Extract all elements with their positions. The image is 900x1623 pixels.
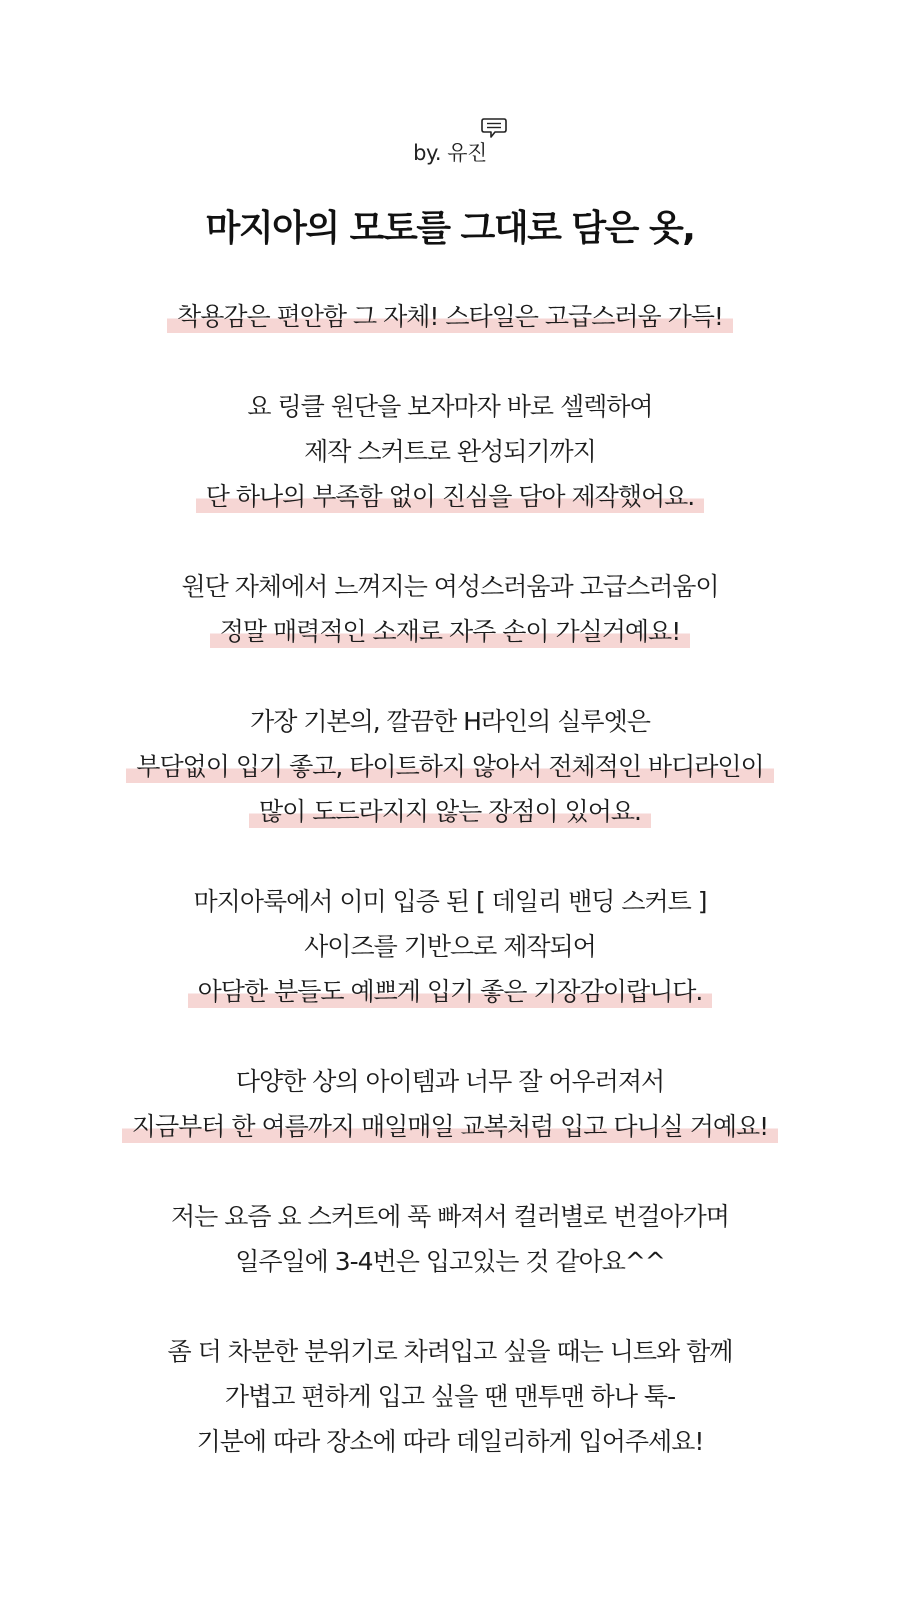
text: 가장 기본의, 깔끔한 H라인의 실루엣은 xyxy=(250,707,650,736)
text-line xyxy=(0,924,900,969)
text: 기분에 따라 장소에 따라 데일리하게 입어주세요! xyxy=(196,1427,704,1456)
author-credit-wrapper xyxy=(413,138,487,168)
text-line xyxy=(0,1329,900,1374)
text-line xyxy=(0,879,900,924)
text: 원단 자체에서 느껴지는 여성스러움과 고급스러움이 xyxy=(181,572,719,601)
headline: 마지아의 모토를 그대로 담은 옷, xyxy=(205,208,695,249)
body-text xyxy=(0,294,900,1464)
author-label: by. 유진 xyxy=(413,141,487,165)
text: 제작 스커트로 완성되기까지 xyxy=(304,437,596,466)
text-line xyxy=(0,1239,900,1284)
speech-bubble-icon xyxy=(480,116,508,142)
text-line xyxy=(0,609,900,654)
highlighted-text: 착용감은 편안함 그 자체! 스타일은 고급스러움 가득! xyxy=(167,301,733,333)
text: 일주일에 3-4번은 입고있는 것 같아요^^ xyxy=(235,1247,665,1276)
paragraph-gap xyxy=(0,654,900,699)
text: 사이즈를 기반으로 제작되어 xyxy=(304,932,596,961)
text: 저는 요즘 요 스커트에 푹 빠져서 컬러별로 번걸아가며 xyxy=(171,1202,729,1231)
text: 요 링클 원단을 보자마자 바로 셀렉하여 xyxy=(247,392,653,421)
text-line xyxy=(0,1059,900,1104)
paragraph-gap xyxy=(0,339,900,384)
text-line xyxy=(0,744,900,789)
text-line xyxy=(0,384,900,429)
paragraph-gap xyxy=(0,1014,900,1059)
text-line xyxy=(0,1194,900,1239)
highlighted-text: 아담한 분들도 예쁘게 입기 좋은 기장감이랍니다. xyxy=(188,976,713,1008)
paragraph-gap xyxy=(0,1284,900,1329)
text-line xyxy=(0,474,900,519)
text-line xyxy=(0,969,900,1014)
highlighted-text: 정말 매력적인 소재로 자주 손이 가실거예요! xyxy=(210,616,690,648)
text: 가볍고 편하게 입고 싶을 땐 맨투맨 하나 툭- xyxy=(224,1382,676,1411)
text-line xyxy=(0,789,900,834)
paragraph-gap xyxy=(0,1149,900,1194)
text-line xyxy=(0,1104,900,1149)
highlighted-text: 단 하나의 부족함 없이 진심을 담아 제작했어요. xyxy=(196,481,704,513)
text-line xyxy=(0,294,900,339)
text-line xyxy=(0,564,900,609)
text-line xyxy=(0,1419,900,1464)
text-line xyxy=(0,429,900,474)
author-credit xyxy=(0,138,900,168)
text: 좀 더 차분한 분위기로 차려입고 싶을 때는 니트와 함께 xyxy=(167,1337,733,1366)
text-line xyxy=(0,699,900,744)
paragraph-gap xyxy=(0,834,900,879)
text: 다양한 상의 아이템과 너무 잘 어우러져서 xyxy=(235,1067,665,1096)
text: 마지아룩에서 이미 입증 된 [ 데일리 밴딩 스커트 ] xyxy=(193,887,707,916)
highlighted-text: 부담없이 입기 좋고, 타이트하지 않아서 전체적인 바디라인이 xyxy=(126,751,773,783)
highlighted-text: 많이 도드라지지 않는 장점이 있어요. xyxy=(249,796,651,828)
highlighted-text: 지금부터 한 여름까지 매일매일 교복처럼 입고 다니실 거예요! xyxy=(122,1111,778,1143)
text-line xyxy=(0,1374,900,1419)
paragraph-gap xyxy=(0,519,900,564)
